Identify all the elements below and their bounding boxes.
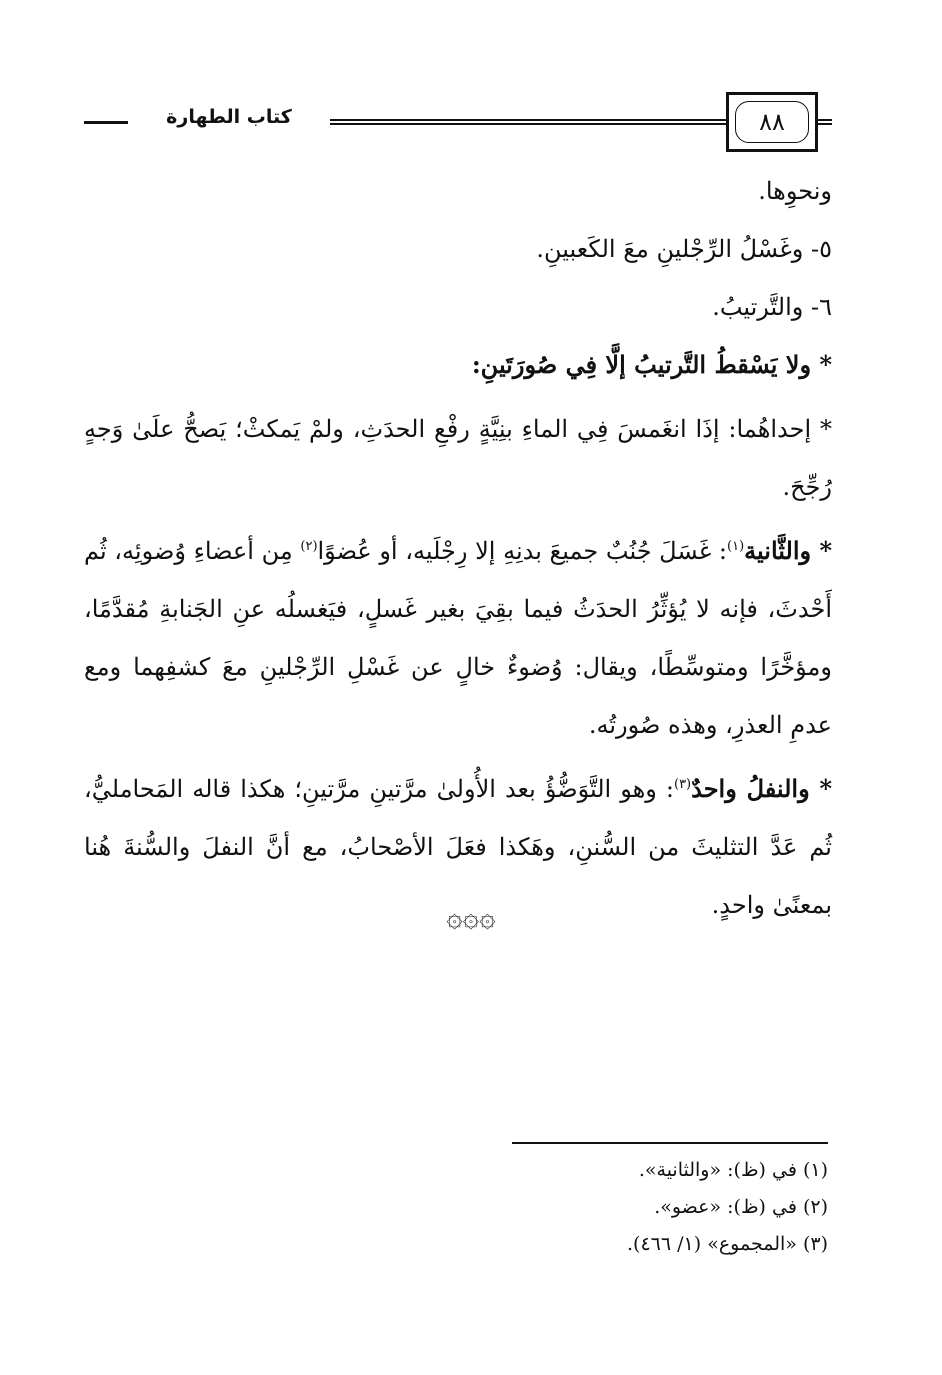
paragraph-1: ونحوِها. bbox=[758, 177, 832, 205]
list-item-5: ٥- وغَسْلُ الرِّجْلينِ معَ الكَعبينِ. bbox=[536, 235, 832, 263]
main-text bbox=[84, 162, 832, 934]
page-number-box bbox=[726, 92, 818, 152]
page-header bbox=[84, 92, 832, 162]
second-case-lead: * والثَّانية bbox=[744, 536, 832, 565]
list-item-6: ٦- والتَّرتيبُ. bbox=[712, 293, 832, 321]
header-rule-left bbox=[84, 121, 128, 124]
paragraph-first-case: * إحداهُما: إذَا انغَمسَ فِي الماءِ بنِيَّةٍ رفْعِ الحدَثِ، ولمْ يَمكثْ؛ يَصحُّ علَىٰ وَجهٍ رُجِّحَ. bbox=[84, 415, 832, 501]
footnote-ref-3[interactable]: (٣) bbox=[673, 777, 692, 792]
section-heading: * ولا يَسْقطُ التَّرتيبُ إلَّا فِي صُورَتَينِ: bbox=[471, 350, 832, 379]
nafl-text: : وهو التَّوَضُّؤُ بعد الأُولىٰ مرَّتينِ مرَّتينِ؛ هكذا قاله المَحامليُّ، ثُم عَدَّ التثليثَ من السُّننِ، وهَكذا فعَلَ الأصْحابُ، مع أنَّ النفلَ والسُّنةَ هُنا بمعنًىٰ واحدٍ. bbox=[84, 775, 832, 919]
footnote-separator bbox=[512, 1142, 828, 1144]
footnote-2: (٢) في (ظ): «عضو». bbox=[654, 1196, 828, 1218]
paragraph-second-case bbox=[84, 522, 832, 754]
footnote-ref-2[interactable]: (٢) bbox=[300, 539, 318, 554]
page-number: ٨٨ bbox=[735, 101, 809, 143]
footnote-ref-1[interactable]: (١) bbox=[727, 539, 745, 554]
footnotes bbox=[328, 1152, 828, 1263]
nafl-lead: * والنفلُ واحدٌ bbox=[691, 774, 832, 803]
running-title: كتاب الطهارة bbox=[166, 106, 292, 128]
footnote-3: (٣) «المجموع» (١/ ٤٦٦). bbox=[627, 1233, 828, 1255]
header-rule-middle bbox=[330, 119, 726, 125]
second-case-text-a: : غَسَلَ جُنُبٌ جميعَ بدنِهِ إلا رِجْلَيه، أو عُضوًا bbox=[317, 537, 728, 565]
footnote-1: (١) في (ظ): «والثانية». bbox=[638, 1159, 828, 1181]
header-rule-right bbox=[818, 119, 832, 125]
second-case-text-b: مِن أعضاءِ وُضوئِه، ثُم أَحْدثَ، فإنه لا يُؤثِّرُ الحدَثُ فيما بقِيَ بغير غَسلٍ، فيَغسلُه عنِ الجَنابةِ مُقدَّمًا، ومؤخَّرًا ومتوسِّطًا، ويقال: وُضوءٌ خالٍ عن غَسْلِ الرِّجْلينِ معَ كشفِهما ومع عدمِ العذرِ، وهذه صُورتُه. bbox=[84, 537, 832, 739]
section-ornament: ۞۞۞ bbox=[446, 900, 496, 933]
